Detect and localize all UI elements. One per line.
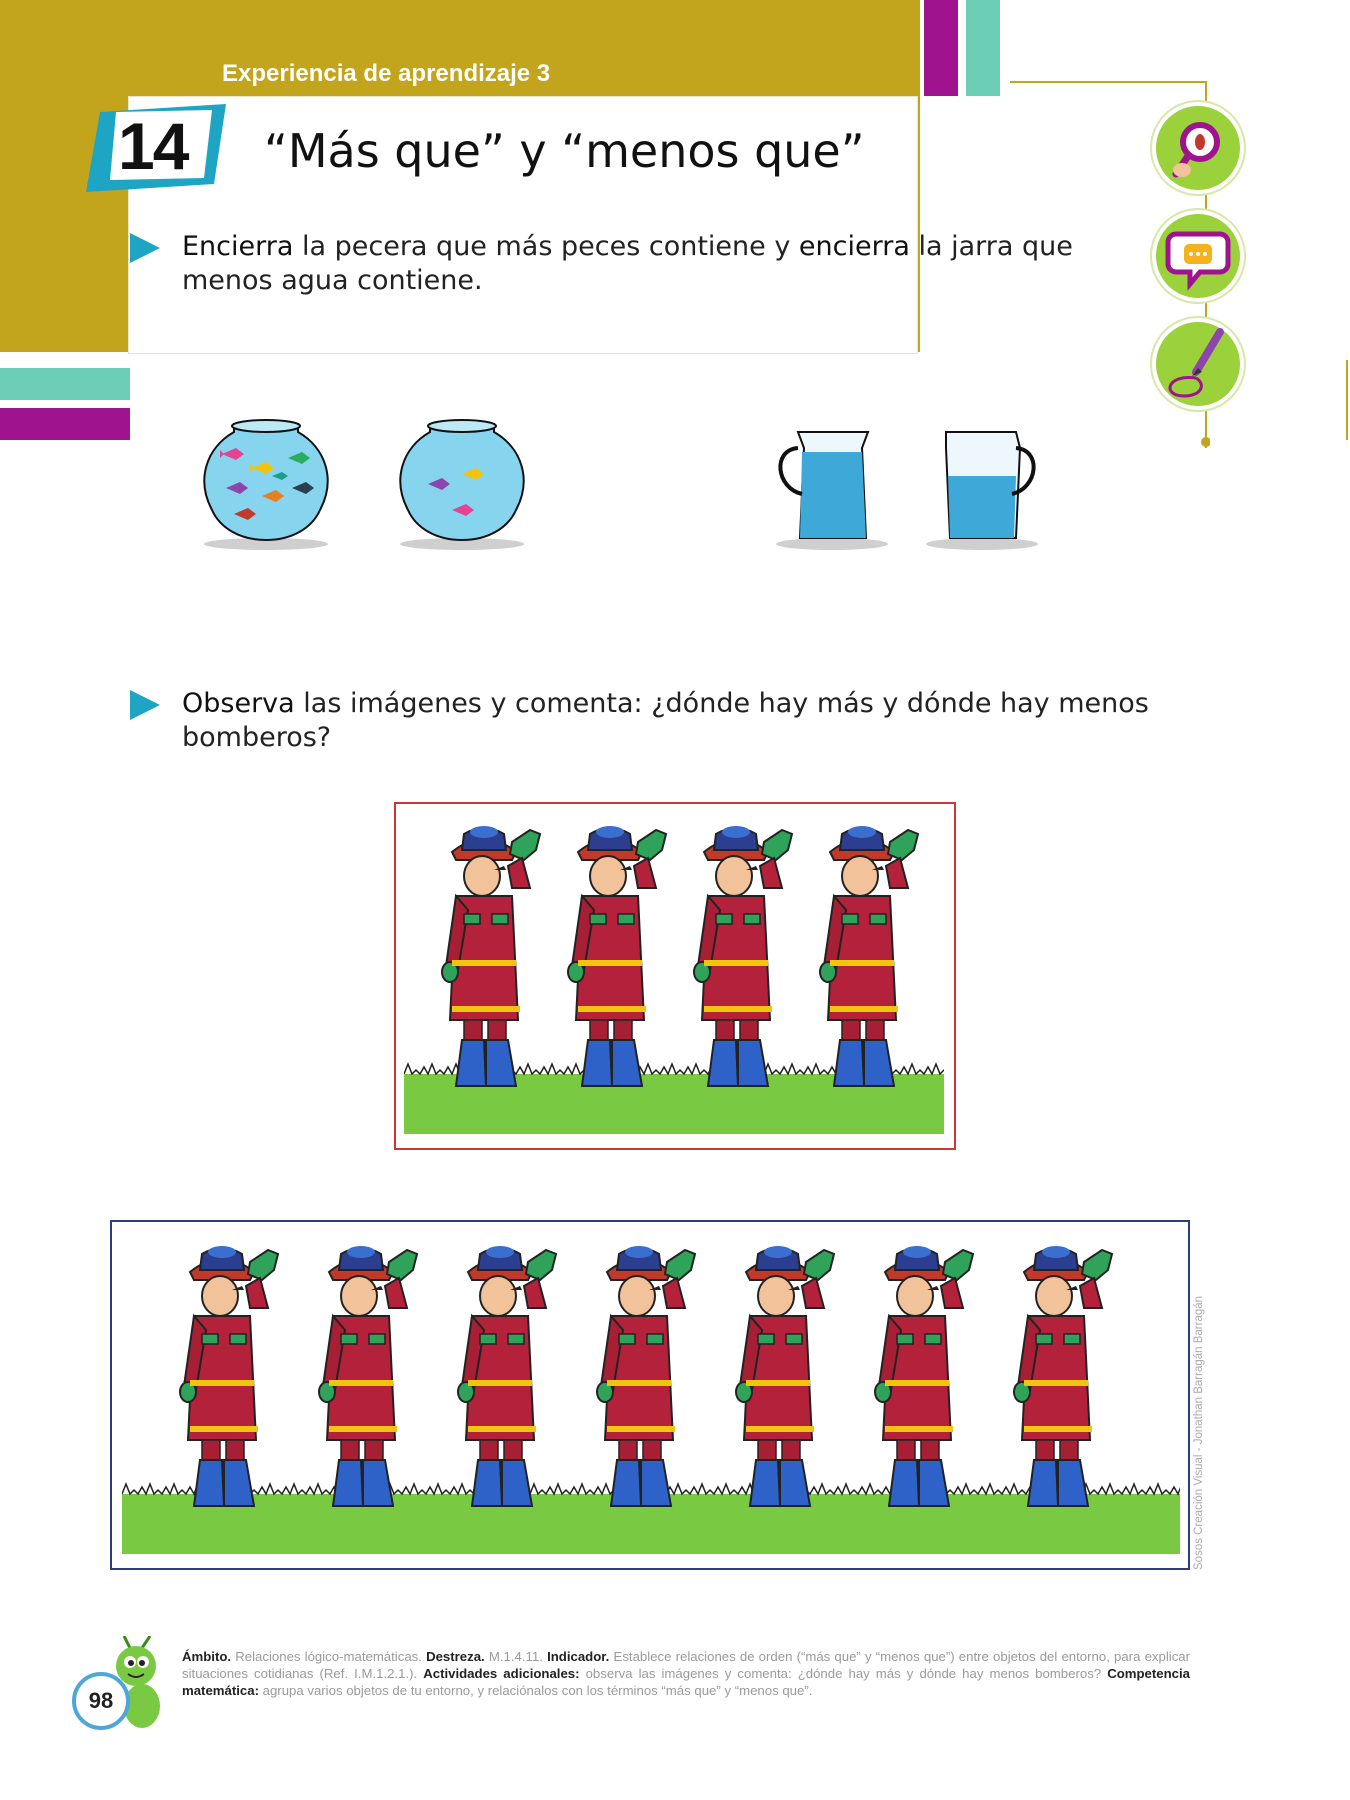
firefighter (180, 1246, 278, 1506)
firefighter (442, 826, 540, 1086)
instruction-1-verb-2: encierra (798, 231, 910, 262)
instruction-1: Encierra la pecera que más peces contiene y encierra la jarra que menos agua contiene. (182, 231, 1073, 296)
firefighter (458, 1246, 556, 1506)
firefighters-group-large[interactable] (110, 1220, 1190, 1570)
teal-stripe-top (966, 0, 1000, 96)
firefighter (736, 1246, 834, 1506)
firefighter (597, 1246, 695, 1506)
fishbowl-more[interactable] (196, 410, 336, 550)
instruction-2: Observa las imágenes y comenta: ¿dónde hay más y dónde hay menos bomberos? (182, 688, 1149, 753)
jug-more-water[interactable] (772, 420, 892, 550)
firefighter (820, 826, 918, 1086)
firefighters-group-small[interactable] (394, 802, 956, 1150)
pencil-icon (1152, 318, 1244, 410)
lesson-number: 14 (118, 109, 188, 183)
page-number: 98 (72, 1672, 130, 1730)
jug-less-water[interactable] (922, 420, 1042, 550)
magenta-stripe-left (0, 408, 130, 440)
lesson-title: “Más que” y “menos que” (264, 124, 865, 178)
bullet-icon-2 (130, 690, 160, 720)
firefighter (568, 826, 666, 1086)
illustration-credit: Sosos Creación Visual - Jonathan Barragán Barragán (1193, 1295, 1205, 1570)
fishbowl-less[interactable] (392, 410, 532, 550)
instruction-1-verb: Encierra (182, 231, 294, 262)
speech-bubble-icon (1152, 210, 1244, 302)
instruction-2-verb: Observa (182, 688, 295, 719)
firefighter (694, 826, 792, 1086)
footer-notes: Ámbito. Relaciones lógico-matemáticas. Destreza. M.1.4.11. Indicador. Establece relaciones de orden (“más que” y “menos que”) entre objetos del entorno, para explicar situaciones cotidianas (Ref. I.M.1.2.1.). Actividades adicionales: observa las imágenes y comenta: ¿dónde hay más y dónde hay menos bomberos? Competencia matemática: agrupa varios objetos de tu entorno, y relaciónalos con los términos “más que” y “menos que”. (182, 1649, 1191, 1698)
magnifier-icon (1152, 102, 1244, 194)
right-edge-line (1346, 360, 1348, 440)
experience-label: Experiencia de aprendizaje 3 (222, 60, 551, 87)
firefighter (319, 1246, 417, 1506)
teal-stripe-left (0, 368, 130, 400)
magenta-stripe-top (924, 0, 958, 96)
firefighter (875, 1246, 973, 1506)
firefighter (1014, 1246, 1112, 1506)
bullet-icon (130, 233, 160, 263)
